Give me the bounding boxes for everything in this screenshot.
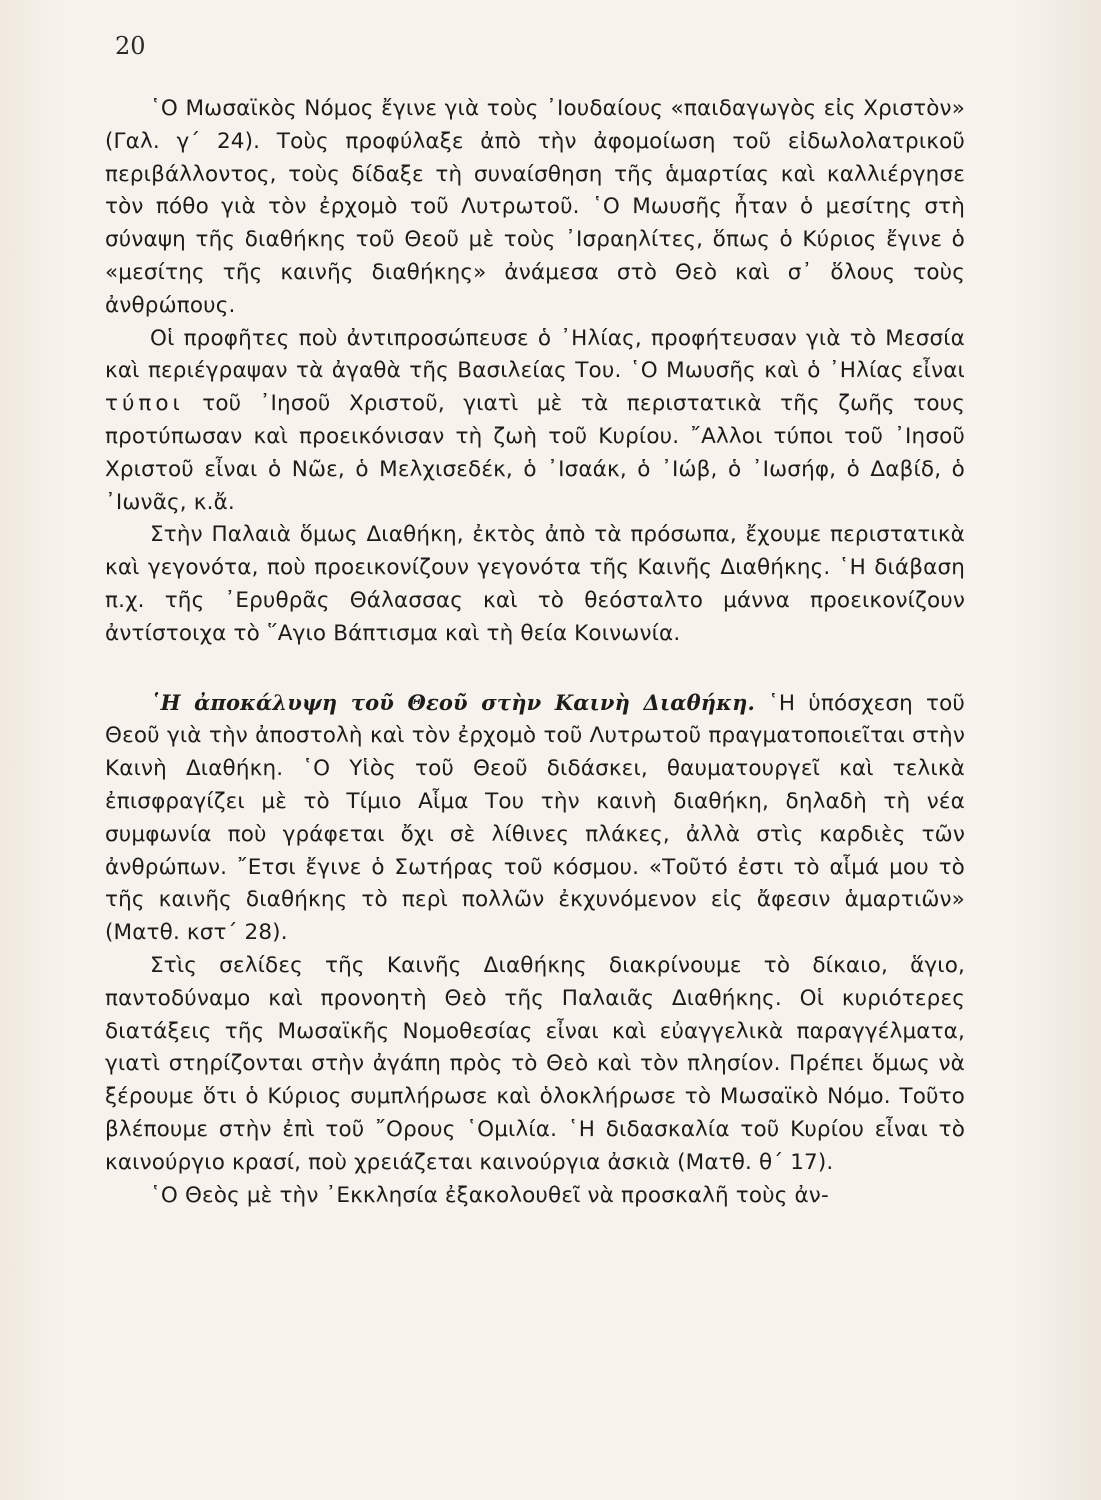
- paragraph-church: ῾Ο Θεὸς μὲ τὴν ᾿Εκκλησία ἐξακολουθεῖ νὰ προσκαλῆ τοὺς ἀν-: [150, 1182, 829, 1208]
- page-number: 20: [115, 32, 146, 60]
- prophets-text-end: τοῦ ᾿Ιησοῦ Χριστοῦ, γιατὶ μὲ τὰ περιστατικὰ τῆς ζωῆς τους προτύπωσαν καὶ προεικόνισαν τὴ ζωὴ τοῦ Κυρίου. ῎Αλλοι τύποι τοῦ ᾿Ιησοῦ Χριστοῦ εἶναι ὁ Νῶε, ὁ Μελχισεδέκ, ὁ ᾿Ισαάκ, ὁ ᾿Ιώβ, ὁ ᾿Ιωσήφ, ὁ Δαβίδ, ὁ ᾿Ιωνᾶς, κ.ἄ.: [105, 391, 965, 515]
- paragraph-prophets: [105, 323, 965, 520]
- new-testament-text: ῾Η ὑπόσχεση τοῦ Θεοῦ γιὰ τὴν ἀποστολὴ καὶ τὸν ἐρχομὸ τοῦ Λυτρωτοῦ πραγματοποιεῖται στὴν Καινὴ Διαθήκη. ῾Ο Υἱὸς τοῦ Θεοῦ διδάσκει, θαυματουργεῖ καὶ τελικὰ ἐπισφραγίζει μὲ τὸ Τίμιο Αἷμα Του τὴν καινὴ διαθήκη, δηλαδὴ τὴ νέα συμφωνία ποὺ γράφεται ὄχι σὲ λίθινες πλάκες, ἀλλὰ στὶς καρδιὲς τῶν ἀνθρώπων. ῎Ετσι ἔγινε ὁ Σωτήρας τοῦ κόσμου. «Τοῦτό ἐστι τὸ αἷμά μου τὸ τῆς καινῆς διαθήκης τὸ περὶ πολλῶν ἐκχυνόμενον εἰς ἄφεσιν ἁμαρτιῶν» (Ματθ. κστ΄ 28).: [105, 690, 966, 946]
- paragraph-new-testament-pages: Στὶς σελίδες τῆς Καινῆς Διαθήκης διακρίνουμε τὸ δίκαιο, ἅγιο, παντοδύναμο καὶ προνοητὴ Θεὸ τῆς Παλαιᾶς Διαθήκης. Οἱ κυριότερες διατάξεις τῆς Μωσαϊκῆς Νομοθεσίας εἶναι καὶ εὐαγγελικὰ παραγγέλματα, γιατὶ στηρίζονται στὴν ἀγάπη πρὸς τὸ Θεὸ καὶ τὸν πλησίον. Πρέπει ὅμως νὰ ξέρουμε ὅτι ὁ Κύριος συμπλήρωσε καὶ ὁλοκλήρωσε τὸ Μωσαϊκὸ Νόμο. Τοῦτο βλέπουμε στὴν ἐπὶ τοῦ ῎Ορους ῾Ομιλία. ῾Η διδασκαλία τοῦ Κυρίου εἶναι τὸ καινούργιο κρασί, ποὺ χρειάζεται καινούργια ἀσκιὰ (Ματθ. θ΄ 17).: [105, 952, 965, 1175]
- prophets-text-start: Οἱ προφῆτες ποὺ ἀντιπροσώπευσε ὁ ᾿Ηλίας, προφήτευσαν γιὰ τὸ Μεσσία καὶ περιέγραψαν τὰ ἀγαθὰ τῆς Βασιλείας Του. ῾Ο Μωυσῆς καὶ ὁ ᾿Ηλίας εἶναι: [105, 325, 965, 384]
- paragraph-old-testament-events: Στὴν Παλαιὰ ὅμως Διαθήκη, ἐκτὸς ἀπὸ τὰ πρόσωπα, ἔχουμε περιστατικὰ καὶ γεγονότα, ποὺ προεικονίζουν γεγονότα τῆς Καινῆς Διαθήκης. ῾Η διάβαση π.χ. τῆς ᾿Ερυθρᾶς Θάλασσας καὶ τὸ θεόσταλτο μάννα προεικονίζουν ἀντίστοιχα τὸ ῞Αγιο Βάπτισμα καὶ τὴ θεία Κοινωνία.: [105, 522, 965, 646]
- emphasized-word-types: τύποι: [105, 391, 184, 417]
- body-text: [105, 93, 965, 1212]
- paragraph-new-testament: [105, 687, 965, 950]
- paragraph-mosaic-law: ῾Ο Μωσαϊκὸς Νόμος ἔγινε γιὰ τοὺς ᾿Ιουδαίους «παιδαγωγὸς εἰς Χριστὸν» (Γαλ. γ΄ 24). Τοὺς προφύλαξε ἀπὸ τὴν ἀφομοίωση τοῦ εἰδωλολατρικοῦ περιβάλλοντος, τοὺς δίδαξε τὴ συναίσθηση τῆς ἁμαρτίας καὶ καλλιέργησε τὸν πόθο γιὰ τὸν ἐρχομὸ τοῦ Λυτρωτοῦ. ῾Ο Μωυσῆς ἦταν ὁ μεσίτης στὴ σύναψη τῆς διαθήκης τοῦ Θεοῦ μὲ τοὺς ᾿Ισραηλίτες, ὅπως ὁ Κύριος ἔγινε ὁ «μεσίτης τῆς καινῆς διαθήκης» ἀνάμεσα στὸ Θεὸ καὶ σ᾿ ὅλους τοὺς ἀνθρώπους.: [105, 96, 965, 318]
- section-heading: ῾Η ἀποκάλυψη τοῦ Θεοῦ στὴν Καινὴ Διαθήκη.: [150, 689, 755, 715]
